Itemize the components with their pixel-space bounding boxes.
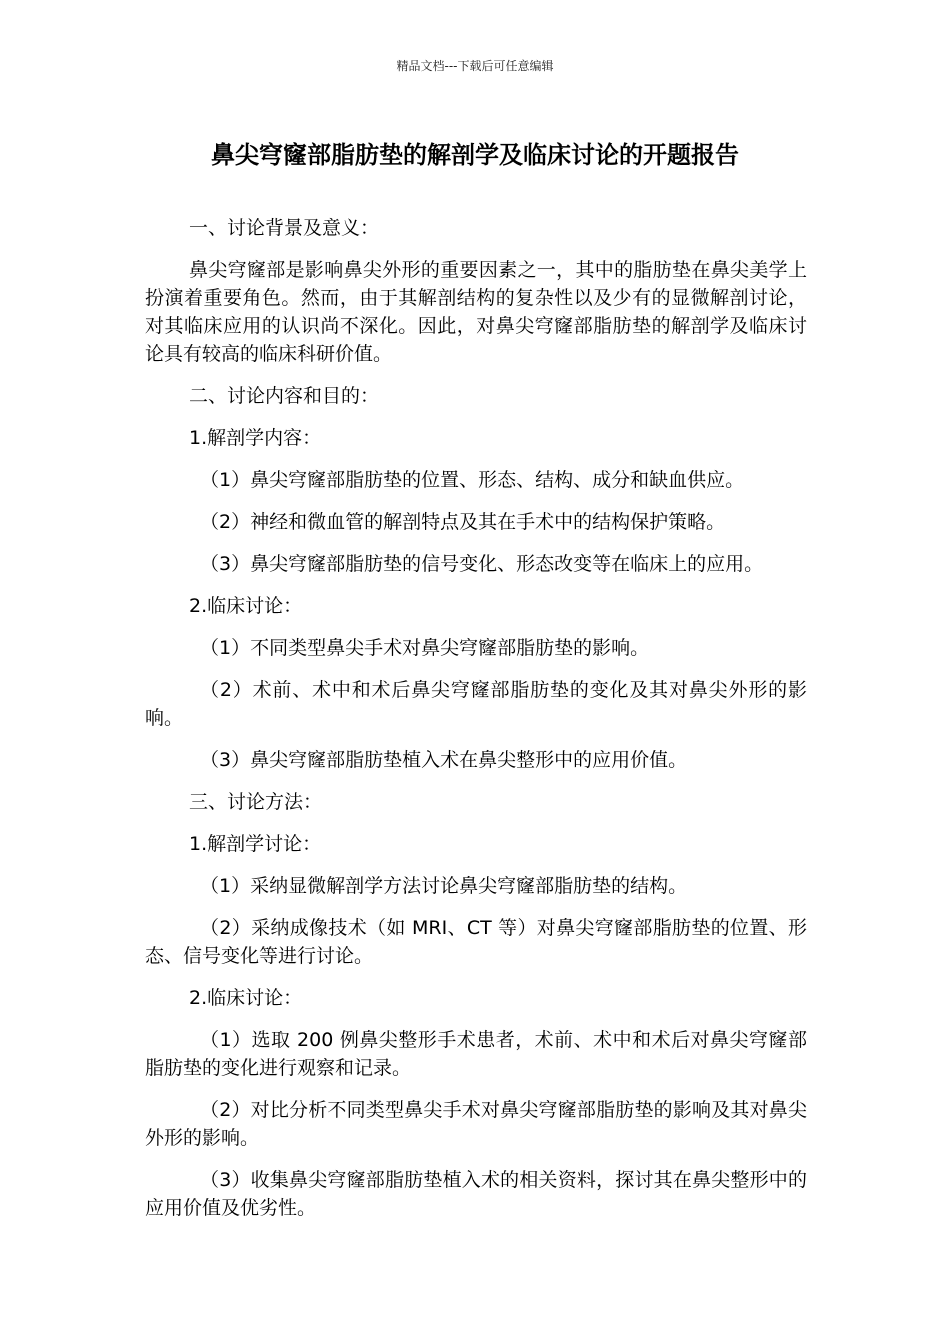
list-item: （1）不同类型鼻尖手术对鼻尖穹窿部脂肪垫的影响。 [200,637,650,659]
list-item: （3）鼻尖穹窿部脂肪垫的信号变化、形态改变等在临床上的应用。 [200,553,764,575]
background-paragraph: 鼻尖穹窿部是影响鼻尖外形的重要因素之一，其中的脂肪垫在鼻尖美学上扮演着重要角色。然而，由于其解剖结构的复杂性以及少有的显微解剖讨论，对其临床应用的认识尚不深化。因此，对鼻尖穹窿部脂肪垫的解剖学及临床讨论具有较高的临床科研价值。 [145,259,807,365]
list-item: （1）选取 200 例鼻尖整形手术患者，术前、术中和术后对鼻尖穹窿部脂肪垫的变化进行观察和记录。 [145,1029,807,1079]
subheading-anatomy-methods: 1.解剖学讨论： [189,833,322,855]
subheading-clinical-content: 2.临床讨论： [189,595,303,617]
list-item: （3）收集鼻尖穹窿部脂肪垫植入术的相关资料，探讨其在鼻尖整形中的应用价值及优劣性。 [145,1169,807,1219]
list-item: （1）鼻尖穹窿部脂肪垫的位置、形态、结构、成分和缺血供应。 [200,469,745,491]
list-item: （2）对比分析不同类型鼻尖手术对鼻尖穹窿部脂肪垫的影响及其对鼻尖外形的影响。 [145,1099,807,1149]
list-item: （2）采纳成像技术（如 MRI、CT 等）对鼻尖穹窿部脂肪垫的位置、形态、信号变化等进行讨论。 [145,917,807,967]
page-header: 精品文档---下载后可任意编辑 [396,59,554,73]
section-heading-background: 一、讨论背景及意义： [189,217,380,239]
list-item: （2）术前、术中和术后鼻尖穹窿部脂肪垫的变化及其对鼻尖外形的影响。 [145,679,807,729]
subheading-clinical-methods: 2.临床讨论： [189,987,303,1009]
list-item: （2）神经和微血管的解剖特点及其在手术中的结构保护策略。 [200,511,726,533]
document-body [145,214,807,1236]
list-item: （3）鼻尖穹窿部脂肪垫植入术在鼻尖整形中的应用价值。 [200,749,688,771]
document-title: 鼻尖穹窿部脂肪垫的解剖学及临床讨论的开题报告 [211,141,739,169]
section-heading-content: 二、讨论内容和目的： [189,385,380,407]
list-item: （1）采纳显微解剖学方法讨论鼻尖穹窿部脂肪垫的结构。 [200,875,688,897]
section-heading-methods: 三、讨论方法： [189,791,323,813]
subheading-anatomy-content: 1.解剖学内容： [189,427,322,449]
